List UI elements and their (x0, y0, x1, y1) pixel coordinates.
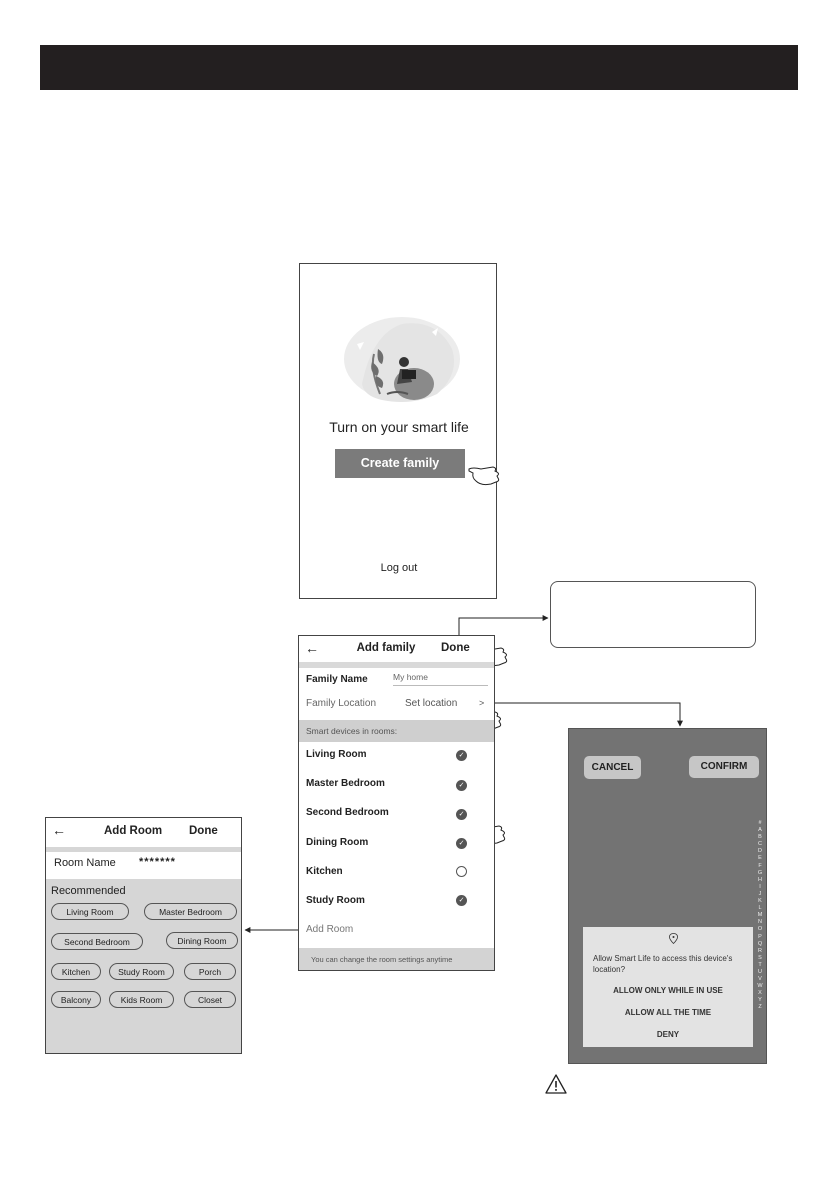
alphabet-letter[interactable]: L (758, 905, 762, 912)
room-chip[interactable]: Kids Room (109, 991, 174, 1008)
page-title: Add Room (104, 825, 163, 837)
alphabet-index[interactable] (755, 820, 765, 1012)
room-chip[interactable]: Dining Room (166, 932, 238, 949)
alphabet-letter[interactable]: M (757, 912, 763, 919)
arrow-location-to-map (484, 703, 680, 726)
room-chip[interactable]: Closet (184, 991, 236, 1008)
page-title: Add family (356, 642, 416, 654)
room-name-input[interactable]: ******* (139, 856, 176, 868)
room-row[interactable]: Second Bedroom (306, 807, 389, 818)
room-row[interactable]: Master Bedroom (306, 778, 385, 789)
divider (299, 662, 495, 668)
alphabet-letter[interactable]: R (758, 947, 762, 954)
recommended-label: Recommended (51, 885, 126, 897)
dialog-message: Allow Smart Life to access this device's location? (593, 954, 733, 974)
note-box (550, 581, 756, 648)
room-chip[interactable]: Study Room (109, 963, 174, 980)
room-row[interactable]: Living Room (306, 749, 367, 760)
alphabet-letter[interactable]: E (758, 855, 762, 862)
done-button[interactable]: Done (189, 825, 218, 837)
alphabet-letter[interactable]: # (758, 820, 762, 826)
alphabet-letter[interactable]: A (758, 827, 762, 834)
permission-dialog (583, 927, 753, 1047)
alphabet-letter[interactable]: Q (757, 940, 763, 947)
family-location-label: Family Location (306, 698, 377, 709)
alphabet-letter[interactable]: O (757, 926, 763, 933)
check-icon[interactable]: ✓ (456, 750, 467, 761)
alphabet-letter[interactable]: Z (758, 1004, 762, 1011)
tap-hand-icon (467, 459, 503, 487)
alphabet-letter[interactable]: N (758, 919, 762, 926)
back-arrow-icon[interactable]: ← (305, 640, 319, 656)
footer-hint: You can change the room settings anytime (299, 948, 495, 971)
room-chip[interactable]: Kitchen (51, 963, 101, 980)
alphabet-letter[interactable]: F (758, 862, 762, 869)
alphabet-letter[interactable]: G (757, 869, 763, 876)
alphabet-letter[interactable]: C (758, 841, 762, 848)
alphabet-letter[interactable]: D (758, 848, 762, 855)
alphabet-letter[interactable]: H (758, 876, 762, 883)
add-room-screen (45, 817, 242, 1054)
alphabet-letter[interactable]: V (758, 976, 762, 983)
allow-all-the-time-option[interactable]: ALLOW ALL THE TIME (624, 1008, 712, 1017)
alphabet-letter[interactable]: Y (758, 997, 762, 1004)
chevron-right-icon: > (479, 698, 485, 708)
family-name-input[interactable]: My home (393, 672, 428, 682)
warning-icon (545, 1074, 567, 1094)
alphabet-letter[interactable]: P (758, 933, 762, 940)
check-icon[interactable]: ✓ (456, 809, 467, 820)
room-row[interactable]: Kitchen (306, 866, 343, 877)
unchecked-circle-icon[interactable] (456, 866, 467, 877)
alphabet-letter[interactable]: B (758, 834, 762, 841)
room-row[interactable]: Study Room (306, 895, 365, 906)
alphabet-letter[interactable]: W (757, 983, 763, 990)
check-icon[interactable]: ✓ (456, 895, 467, 906)
room-row[interactable]: Dining Room (306, 837, 369, 848)
done-button[interactable]: Done (441, 642, 470, 654)
add-room-link[interactable]: Add Room (306, 924, 354, 935)
alphabet-letter[interactable]: I (759, 883, 761, 890)
room-chip[interactable]: Master Bedroom (144, 903, 237, 920)
room-chip[interactable]: Balcony (51, 991, 101, 1008)
cancel-button[interactable]: CANCEL (584, 756, 641, 779)
input-underline (393, 685, 488, 686)
alphabet-letter[interactable]: U (758, 968, 762, 975)
location-pin-icon (669, 933, 678, 944)
back-arrow-icon[interactable]: ← (52, 822, 66, 838)
alphabet-letter[interactable]: T (758, 961, 762, 968)
deny-option[interactable]: DENY (656, 1030, 680, 1039)
create-family-button[interactable]: Create family (335, 449, 465, 478)
section-header: Smart devices in rooms: (299, 720, 495, 742)
alphabet-letter[interactable]: J (758, 890, 762, 897)
logout-link[interactable]: Log out (380, 562, 418, 574)
alphabet-letter[interactable]: X (758, 990, 762, 997)
room-chip[interactable]: Porch (184, 963, 236, 980)
check-icon[interactable]: ✓ (456, 780, 467, 791)
location-permission-screen (568, 728, 767, 1064)
tagline: Turn on your smart life (329, 419, 469, 435)
room-chip[interactable]: Living Room (51, 903, 129, 920)
alphabet-letter[interactable]: S (758, 954, 762, 961)
add-family-screen (298, 635, 495, 971)
room-name-label: Room Name (54, 857, 116, 869)
confirm-button[interactable]: CONFIRM (689, 756, 759, 778)
alphabet-letter[interactable]: K (758, 898, 762, 905)
check-icon[interactable]: ✓ (456, 838, 467, 849)
set-location-field[interactable]: Set location (405, 698, 458, 709)
allow-while-in-use-option[interactable]: ALLOW ONLY WHILE IN USE (613, 986, 723, 995)
room-chip[interactable]: Second Bedroom (51, 933, 143, 950)
family-name-label: Family Name (306, 674, 368, 685)
